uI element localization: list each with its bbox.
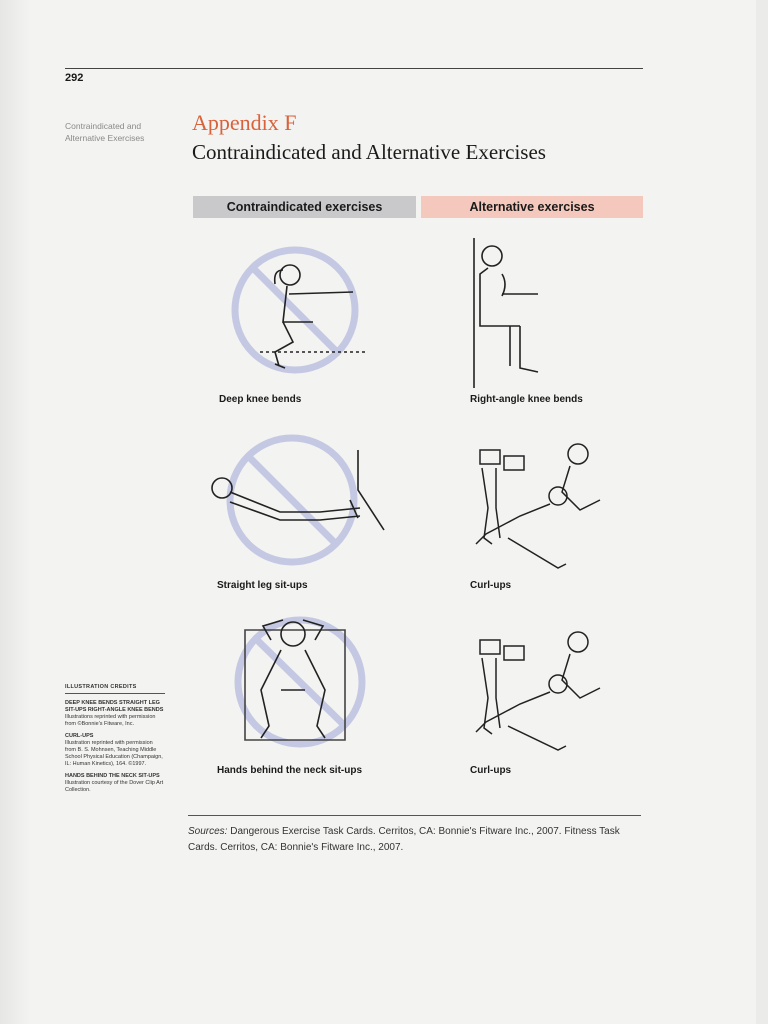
caption-straight-leg-situps: Straight leg sit-ups [217,580,308,591]
side-title: Contraindicated and Alternative Exercises [65,121,145,143]
contraindicated-header: Contraindicated exercises [193,196,416,218]
credits-block-3: HANDS BEHIND THE NECK SIT-UPS Illustration courtesy of the Dover Clip Art Collection. [65,773,164,793]
caption-hands-behind-neck: Hands behind the neck sit-ups [217,765,363,776]
credits-block-1: DEEP KNEE BENDS STRAIGHT LEG SIT-UPS RIGHT-ANGLE KNEE BENDS Illustrations reprinted with permission from ©Bonnie's Fitware, Inc. [65,700,164,727]
page-gutter [0,0,30,1024]
caption-deep-knee-bends: Deep knee bends [219,394,302,405]
curl-ups-illustration-1 [462,438,622,578]
right-angle-knee-bends-illustration [462,238,552,388]
sources-note [188,824,648,856]
straight-leg-situps-illustration [200,430,390,580]
alternative-header: Alternative exercises [421,196,643,218]
sources-label: Sources: [188,826,228,837]
page-number: 292 [65,72,84,84]
caption-right-angle-knee-bends: Right-angle knee bends [470,394,583,405]
sources-text: Dangerous Exercise Task Cards. Cerritos, CA: Bonnie's Fitware Inc., 2007. Fitness Task Cards. Cerritos, CA: Bonnie's Fitware Inc., 2007. [188,826,620,853]
caption-curl-ups-1: Curl-ups [470,580,512,591]
hands-behind-neck-illustration [225,610,375,760]
caption-curl-ups-2: Curl-ups [470,765,512,776]
page-title: Contraindicated and Alternative Exercises [192,140,546,164]
footer-rule [188,815,641,816]
curl-ups-illustration-2 [462,628,622,758]
header-rule [65,68,643,69]
appendix-label: Appendix F [192,110,297,135]
page-edge [756,0,768,1024]
credits-block-2: CURL-UPS Illustration reprinted with permission from B. S. Mohnsen, Teaching Middle School Physical Education (Champaign, IL: Human Kinetics), 164. ©1997. [65,733,163,767]
no-symbol-icon [235,250,355,370]
deep-knee-bends-illustration [225,240,375,390]
illustration-credits [65,684,165,799]
no-symbol-icon [238,620,362,744]
credits-heading: ILLUSTRATION CREDITS [65,684,165,694]
